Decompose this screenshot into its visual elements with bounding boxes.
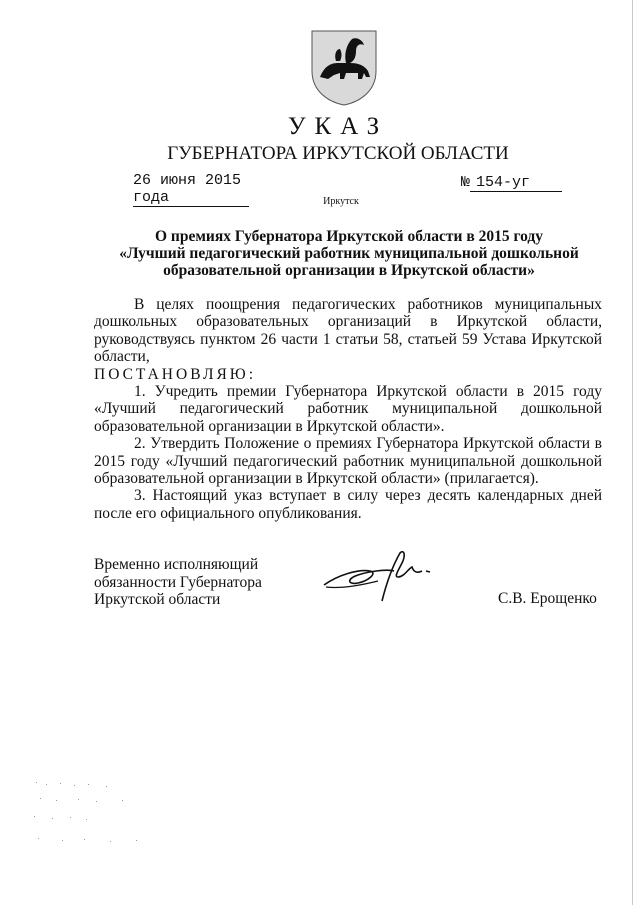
position-line: обязанности Губернатора [94, 573, 262, 591]
document-title: УКАЗ [287, 113, 389, 140]
decree-word: ПОСТАНОВЛЯЮ: [94, 365, 257, 383]
decree-item: 3. Настоящий указ вступает в силу через десять календарных дней после его официального опубликования. [94, 487, 602, 522]
position-line: Иркутской области [94, 591, 221, 609]
heading-line: образовательной организации в Иркутской области» [163, 262, 535, 279]
irkutsk-coat-of-arms-icon [306, 27, 382, 107]
position-line: Временно исполняющий [94, 556, 259, 573]
document-subtitle: ГУБЕРНАТОРА ИРКУТСКОЙ ОБЛАСТИ [167, 143, 509, 164]
document-number [461, 174, 562, 192]
document-date: 26 июня 2015 года [133, 172, 249, 207]
scan-noise [26, 776, 166, 856]
document-body [94, 296, 602, 522]
handwritten-signature-icon [318, 545, 448, 607]
decree-item: 1. Учредить премии Губернатора Иркутской области в 2015 году «Лучший педагогический работник муниципальной дошкольной образовательной организации в Иркутской области». [94, 383, 602, 435]
number-label: № [461, 174, 471, 191]
heading-line: «Лучший педагогический работник муниципальной дошкольной [119, 245, 579, 262]
document-city: Иркутск [323, 196, 359, 207]
document-heading [94, 228, 604, 279]
decree-item: 2. Утвердить Положение о премиях Губернатора Иркутской области в 2015 году «Лучший педагогический работник муниципальной дошкольной образовательной организации в Иркутской области» (прилагается). [94, 435, 602, 488]
number-value: 154-уг [470, 174, 562, 192]
signatory-position [94, 556, 262, 609]
intro-paragraph: В целях поощрения педагогических работников муниципальных дошкольных образовательных организаций в Иркутской области, руководствуясь пунктом 26 части 1 статьи 58, статьей 59 Устава Иркутской области, [94, 296, 602, 366]
scan-edge-line [632, 0, 633, 905]
signatory-name: С.В. Ерощенко [498, 590, 597, 607]
heading-line: О премиях Губернатора Иркутской области в 2015 году [154, 228, 544, 245]
